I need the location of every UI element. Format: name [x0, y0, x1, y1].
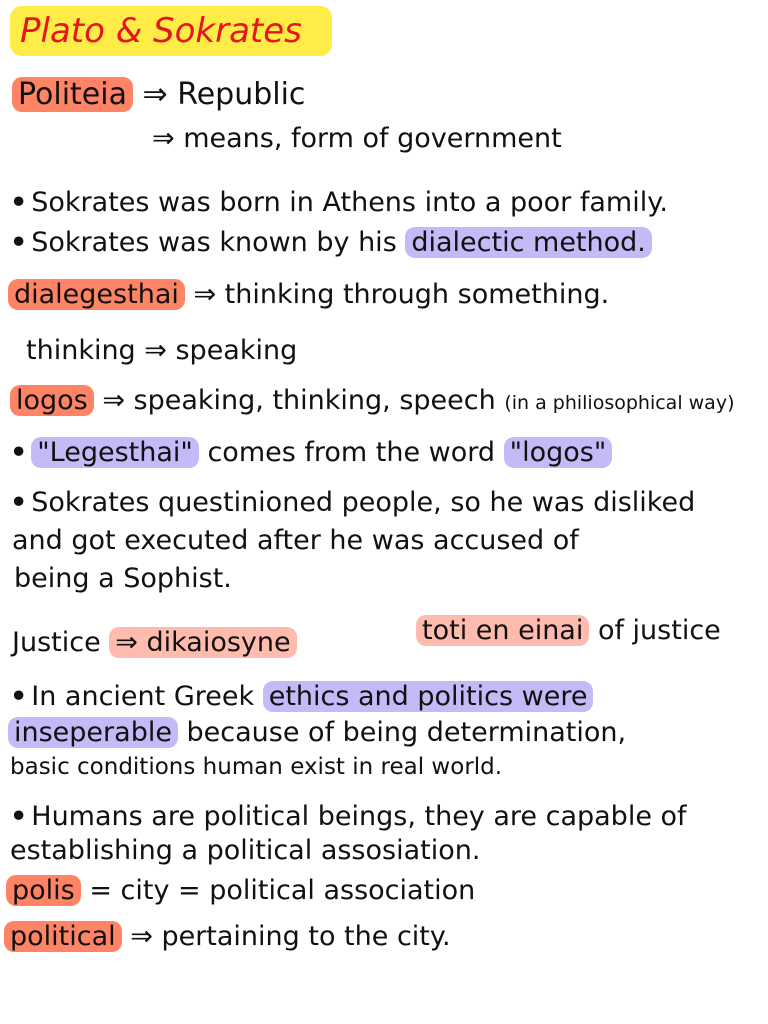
bullet-text: Sokrates was born in Athens into a poor family. — [31, 187, 668, 218]
humans-line-2: establishing a political assosiation. — [10, 835, 481, 866]
justice-term: Justice — [12, 627, 101, 658]
justice-phrase: toti en einai — [416, 615, 589, 646]
questioned-line-1 — [10, 486, 695, 520]
justice-definition: ⇒ dikaiosyne — [109, 627, 296, 658]
legesthai-line — [10, 436, 612, 470]
greek-line-1 — [10, 680, 593, 714]
humans-line-1 — [10, 800, 687, 834]
logos-term: logos — [10, 385, 94, 416]
page-title: Plato & Sokrates — [20, 11, 302, 51]
bullet-dot: • — [10, 437, 28, 468]
political-line — [4, 920, 451, 954]
dialegesthai-term: dialegesthai — [8, 279, 185, 310]
politeia-line — [12, 78, 305, 112]
logos-definition: ⇒ speaking, thinking, speech — [102, 385, 496, 416]
thinking-line: thinking ⇒ speaking — [26, 335, 298, 366]
justice-tail: of justice — [597, 615, 721, 646]
dialectic-method-highlight: dialectic method. — [405, 227, 652, 258]
polis-definition: = city = political association — [89, 875, 476, 906]
politeia-line-2: ⇒ means, form of government — [152, 123, 562, 154]
bullet-dialectic — [10, 226, 652, 260]
logos-line — [10, 384, 734, 420]
bullet-text: Sokrates was known by his — [31, 227, 397, 258]
politeia-definition: ⇒ Republic — [142, 77, 306, 112]
bullet-dot: • — [10, 487, 28, 518]
greek-text: In ancient Greek — [31, 681, 255, 712]
bullet-dot: • — [10, 227, 28, 258]
justice-phrase-line — [416, 614, 721, 648]
legesthai-text: comes from the word — [207, 437, 496, 468]
questioned-line-2: and got executed after he was accused of — [12, 525, 579, 556]
ethics-politics-highlight: ethics and politics were — [263, 681, 594, 712]
bullet-born — [10, 186, 668, 220]
bullet-dot: • — [10, 187, 28, 218]
dialegesthai-definition: ⇒ thinking through something. — [193, 279, 610, 310]
questioned-line-3: being a Sophist. — [14, 563, 232, 594]
bullet-text: Sokrates questinioned people, so he was disliked — [31, 487, 696, 518]
legesthai-term: "Legesthai" — [31, 437, 199, 468]
polis-line — [6, 874, 475, 908]
greek-line-2 — [8, 716, 626, 750]
bullet-text: Humans are political beings, they are capable of — [31, 801, 687, 832]
polis-term: polis — [6, 875, 81, 906]
political-term: political — [4, 921, 122, 952]
political-definition: ⇒ pertaining to the city. — [130, 921, 451, 952]
bullet-dot: • — [10, 801, 28, 832]
logos-parenthetical: (in a philiosophical way) — [504, 392, 735, 414]
greek-line-3: basic conditions human exist in real world. — [10, 754, 503, 780]
dialegesthai-line — [8, 278, 609, 312]
justice-line — [12, 626, 297, 660]
greek-text-2: because of being determination, — [186, 717, 627, 748]
bullet-dot: • — [10, 681, 28, 712]
politeia-term: Politeia — [12, 77, 133, 112]
logos-quote: "logos" — [504, 437, 613, 468]
inseperable-highlight: inseperable — [8, 717, 178, 748]
